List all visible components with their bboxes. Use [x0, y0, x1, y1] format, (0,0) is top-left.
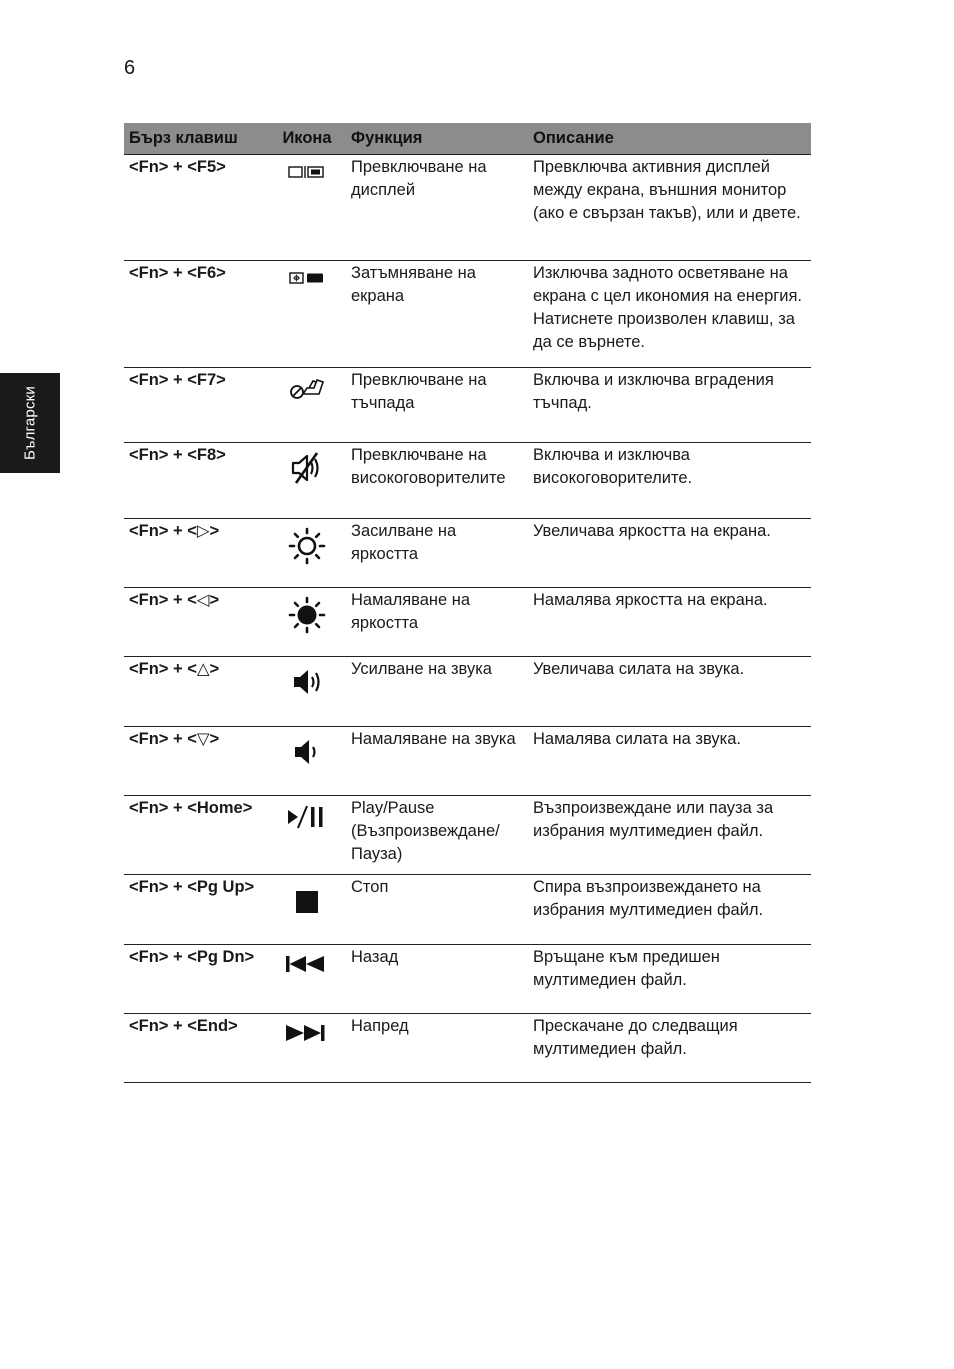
- description-cell: Прескачане до следващия мултимедиен файл.: [528, 1014, 811, 1083]
- function-cell: Усилване на звука: [346, 657, 528, 727]
- function-cell: Намаляване на яркостта: [346, 588, 528, 657]
- description-cell: Спира възпроизвеждането на избрания мултимедиен файл.: [528, 875, 811, 945]
- header-hotkey: Бърз клавиш: [124, 123, 268, 155]
- volume-down-icon: [287, 735, 327, 769]
- hotkey-table: [124, 123, 811, 1083]
- description-cell: Намалява яркостта на екрана.: [528, 588, 811, 657]
- table-row: [124, 155, 811, 261]
- description-cell: Намалява силата на звука.: [528, 727, 811, 796]
- function-cell: Стоп: [346, 875, 528, 945]
- function-cell: Превключване на тъчпада: [346, 368, 528, 443]
- table-row: [124, 588, 811, 657]
- table-row: [124, 875, 811, 945]
- hotkey-cell: <Fn> + <Pg Dn>: [124, 945, 268, 1014]
- table-row: [124, 945, 811, 1014]
- icon-cell: [268, 443, 346, 519]
- function-cell: Превключване на високоговорителите: [346, 443, 528, 519]
- speaker-mute-icon: [287, 451, 327, 485]
- hotkey-cell: <Fn> + <Pg Up>: [124, 875, 268, 945]
- function-cell: Затъмняване на екрана: [346, 261, 528, 368]
- table-row: [124, 443, 811, 519]
- function-cell: Превключване на дисплей: [346, 155, 528, 261]
- next-track-icon: [284, 1022, 330, 1044]
- brightness-up-icon: [287, 527, 327, 565]
- table-row: [124, 1014, 811, 1083]
- play-pause-icon: [285, 804, 329, 830]
- hotkey-cell: <Fn> + <◁>: [124, 588, 268, 657]
- volume-up-icon: [287, 665, 327, 699]
- icon-cell: [268, 945, 346, 1014]
- function-cell: Засилване на яркостта: [346, 519, 528, 588]
- display-toggle-icon: [287, 165, 327, 179]
- description-cell: Превключва активния дисплей между екрана, външния монитор (ако е свързан такъв), или и двете.: [528, 155, 811, 261]
- hotkey-cell: <Fn> + <Home>: [124, 796, 268, 875]
- description-cell: Изключва задното осветяване на екрана с цел икономия на енергия. Натиснете произволен клавиш, за да се върнете.: [528, 261, 811, 368]
- icon-cell: [268, 727, 346, 796]
- description-cell: Възпроизвеждане или пауза за избрания мултимедиен файл.: [528, 796, 811, 875]
- table-row: [124, 368, 811, 443]
- icon-cell: [268, 261, 346, 368]
- function-cell: Намаляване на звука: [346, 727, 528, 796]
- language-side-tab-label: Български: [21, 385, 39, 461]
- icon-cell: [268, 796, 346, 875]
- function-cell: Назад: [346, 945, 528, 1014]
- table-row: [124, 261, 811, 368]
- hotkey-cell: <Fn> + <End>: [124, 1014, 268, 1083]
- hotkey-cell: <Fn> + <F8>: [124, 443, 268, 519]
- table-row: [124, 727, 811, 796]
- description-cell: Включва и изключва високоговорителите.: [528, 443, 811, 519]
- icon-cell: [268, 588, 346, 657]
- stop-icon: [287, 883, 327, 917]
- description-cell: Увеличава силата на звука.: [528, 657, 811, 727]
- icon-cell: [268, 875, 346, 945]
- icon-cell: [268, 519, 346, 588]
- previous-track-icon: [284, 953, 330, 975]
- screen-blank-icon: [287, 271, 327, 285]
- function-cell: Play/Pause (Възпроизвеждане/ Пауза): [346, 796, 528, 875]
- table-row: [124, 519, 811, 588]
- icon-cell: [268, 155, 346, 261]
- brightness-down-icon: [287, 596, 327, 634]
- hotkey-cell: <Fn> + <▽>: [124, 727, 268, 796]
- hotkey-cell: <Fn> + <△>: [124, 657, 268, 727]
- table-header-row: [124, 123, 811, 155]
- hotkey-cell: <Fn> + <F7>: [124, 368, 268, 443]
- hotkey-cell: <Fn> + <▷>: [124, 519, 268, 588]
- header-icon: Икона: [268, 123, 346, 155]
- header-description: Описание: [528, 123, 811, 155]
- header-function: Функция: [346, 123, 528, 155]
- touchpad-toggle-icon: [287, 376, 327, 402]
- icon-cell: [268, 657, 346, 727]
- description-cell: Включва и изключва вградения тъчпад.: [528, 368, 811, 443]
- icon-cell: [268, 1014, 346, 1083]
- icon-cell: [268, 368, 346, 443]
- description-cell: Връщане към предишен мултимедиен файл.: [528, 945, 811, 1014]
- page-number: 6: [124, 57, 136, 79]
- table-row: [124, 796, 811, 875]
- function-cell: Напред: [346, 1014, 528, 1083]
- language-side-tab: [0, 373, 60, 473]
- hotkey-cell: <Fn> + <F5>: [124, 155, 268, 261]
- hotkey-cell: <Fn> + <F6>: [124, 261, 268, 368]
- description-cell: Увеличава яркостта на екрана.: [528, 519, 811, 588]
- table-row: [124, 657, 811, 727]
